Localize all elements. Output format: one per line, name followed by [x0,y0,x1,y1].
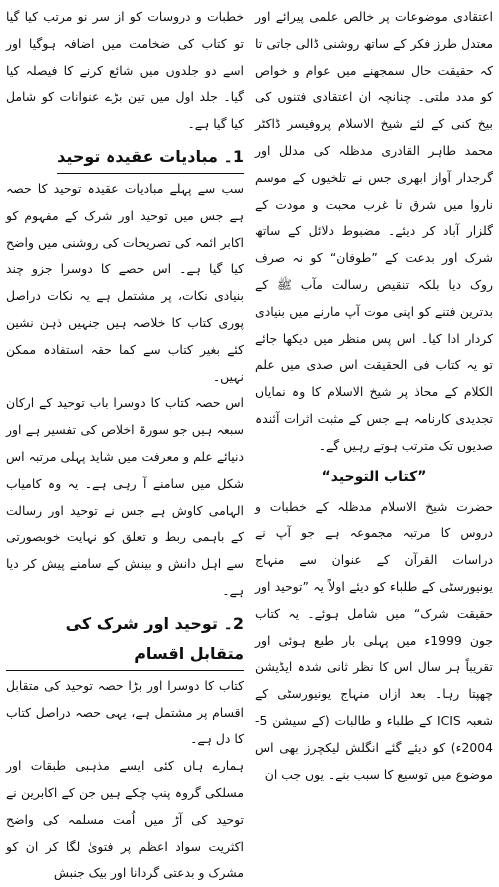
left-column [6,4,244,881]
heading-1-wrap [6,138,244,176]
right-paragraph-2: حضرت شیخ الاسلام مدظلہ کے خطبات و دروس کا مرتبہ مجموعہ ہے جو آپ نے دراسات القرآن کے عنوان سے منہاج یونیورسٹی کے طلباء کو دیئے اولاً یہ ”توحید اور حقیقت شرک“ میں شامل ہوئے۔ یہ کتاب جون 1999ء میں پہلی بار طبع ہوئی اور تقریباً ہر سال اس کا نظر ثانی شدہ ایڈیشن چھپتا رہا۔ بعد ازاں منہاج یونیورسٹی کے شعبہ ICIS کے طلباء و طالبات (کے سیشن 5-2004ء) کو دیئے گئے انگلش لیکچرز بھی اس موضوع میں توسیع کا سبب بنے۔ یوں جب ان [255,498,493,782]
column-gutter [244,4,255,782]
section-2-paragraph-1: کتاب کا دوسرا اور بڑا حصہ توحید کی متقابل اقسام پر مشتمل ہے، یہی حصہ دراصل کتاب کا دل ہے۔ [6,677,244,747]
section-2-paragraph-2: ہمارے ہاں کئی ایسے مذہبی طبقات اور مسلکی گروہ پنپ چکے ہیں جن کے اکابرین نے توحید کی آڑ میں اُمت مسلمہ کی واضح اکثریت سواد اعظم پر فتویٰ لگا کر ان کو مشرک و بدعتی گردانا اور بیک جنبش [6,758,244,881]
right-column [255,4,493,782]
section-heading-tawheed-basics: 1۔ مبادیات عقیدہ توحید [57,142,244,174]
section-1-paragraph-2: اس حصہ کتاب کا دوسرا باب توحید کے ارکان سبعہ ہیں جو سورۃ اخلاص کی تفسیر ہے اور دنیائے علم و معرفت میں شاید پہلی مرتبہ اس شکل میں سامنے آ رہی ہے۔ یہ وہ کامیاب الہامی کاوش ہے جس نے توحید اور رسالت کے باہمی ربط و تعلق کو نہایت خوبصورتی سے اہل دانش و بینش کے سامنے پیش کر دیا ہے۔ [6,395,244,598]
section-1-paragraph-1: سب سے پہلے مبادیات عقیدہ توحید کا حصہ ہے جس میں توحید اور شرک کے مفہوم کو اکابر ائمہ کی تصریحات کی روشنی میں واضح کیا گیا ہے۔ اس حصے کا دوسرا جزو چند بنیادی نکات، پر مشتمل ہے یہ نکات دراصل پوری کتاب کا خلاصہ ہیں جنہیں ذہن نشین کئے بغیر کتاب سے کما حقہ استفادہ ممکن نہیں۔ [6,180,244,384]
heading-2-wrap [6,605,244,673]
magazine-page [6,4,493,881]
book-title-heading: ”کتاب التوحید“ [321,468,427,485]
right-paragraph-1: اعتقادی موضوعات پر خالص علمی پیرائے اور معتدل طرز فکر کے ساتھ روشنی ڈالی جاتی تا کہ حقیقت حال سمجھنے میں عوام و خواص کو مدد ملتی۔ چنانچہ ان اعتقادی فتنوں کی بیخ کنی کے لئے شیخ الاسلام پروفیسر ڈاکٹر محمد طاہر القادری مدظلہ کی مدلل اور گرجدار آواز ابھری جس نے تلخیوں کے موسم ناروا میں شرق تا غرب محبت و مودت کے گلزار آباد کر دیئے۔ مضبوط دلائل کے ساتھ شرک اور بدعت کے ”طوفان“ کو نہ صرف روک دیا بلکہ تنقیص رسالت مآب ﷺ کے بدترین فتنے کو اپنی موت آپ مارنے میں بنیادی کردار ادا کیا۔ اس پس منظر میں دیکھا جائے تو یہ کتاب فی الحقیقت اس صدی میں علم الکلام کے محاذ پر شیخ الاسلام کا وہ نمایاں تجدیدی کارنامہ ہے جس کے مثبت اثرات آئندہ صدیوں تک مترتب ہوتے رہیں گے۔ [255,9,493,453]
intro-paragraph: خطبات و دروسات کو از سر نو مرتب کیا گیا تو کتاب کی ضخامت میں اضافہ ہوگیا اور اسے دو جلدوں میں شائع کرنے کا فیصلہ کیا گیا۔ جلد اول میں تین بڑے عنوانات کو شامل کیا گیا ہے۔ [6,9,244,132]
section-heading-tawheed-shirk-types: 2۔ توحید اور شرک کی متقابل اقسام [6,609,244,671]
